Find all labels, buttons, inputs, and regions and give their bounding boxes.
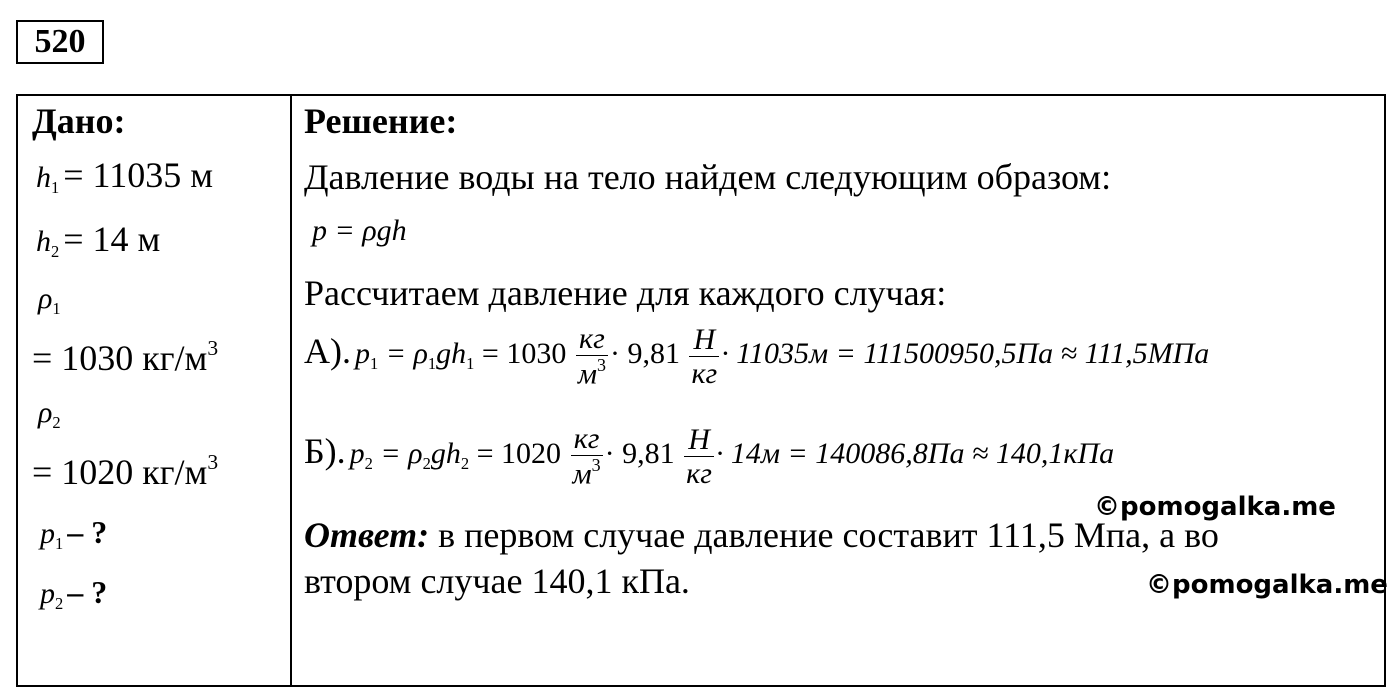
calc-case-a: А). $p_1 = \rho_1gh_1 = 1030$ $\frac{кг}{м^3}$ · 9,81 $\frac{H}{кг}$ · 11035м = 111500950,5Па ≈ 111,5МПа — [304, 322, 1210, 391]
fraction-n-per-kg: $\frac{H}{кг}$ — [691, 322, 718, 390]
given-rho1-value: = 1030 $кг/м^3$ — [32, 336, 219, 379]
fraction-kg-per-m3: $\frac{кг}{м^3}$ — [572, 422, 601, 491]
solution-calc-intro: Рассчитаем давление для каждого случая: — [304, 273, 947, 313]
solution-heading: Решение: — [304, 101, 458, 141]
given-rho1-var: $\rho_1$ — [38, 282, 61, 318]
given-h2: $h_2 = 14$ м — [36, 219, 161, 261]
answer-label: Ответ: — [304, 515, 430, 555]
given-h1: $h_1 = 11035$ м — [36, 155, 213, 197]
problem-number: 520 — [16, 20, 104, 64]
answer-line-1: Ответ: в первом случае давление составит 111,5 Мпа, а во — [304, 515, 1219, 555]
given-heading: Дано: — [32, 101, 126, 141]
given-p1-unknown: $p_1$ – ? — [40, 514, 108, 553]
watermark: ©pomogalka.me — [1146, 570, 1388, 600]
column-divider — [290, 96, 292, 685]
fraction-kg-per-m3: $\frac{кг}{м^3}$ — [577, 322, 606, 391]
formula-pressure: p = ρgh — [312, 214, 407, 247]
given-rho2-var: $\rho_2$ — [38, 396, 61, 432]
solution-intro: Давление воды на тело найдем следующим образом: — [304, 157, 1112, 197]
calc-case-b: Б). $p_2 = \rho_2gh_2 = 1020$ $\frac{кг}{м^3}$ · 9,81 $\frac{H}{кг}$ · 14м = 140086,8Па ≈ 140,1кПа — [304, 422, 1115, 491]
given-p2-unknown: $p_2$ – ? — [40, 574, 108, 613]
given-rho2-value: = 1020 $кг/м^3$ — [32, 450, 219, 493]
fraction-n-per-kg: $\frac{H}{кг}$ — [686, 422, 712, 490]
answer-line-2: втором случае 140,1 кПа. — [304, 561, 690, 601]
watermark: ©pomogalka.me — [1094, 492, 1336, 522]
solution-table — [16, 94, 1386, 687]
